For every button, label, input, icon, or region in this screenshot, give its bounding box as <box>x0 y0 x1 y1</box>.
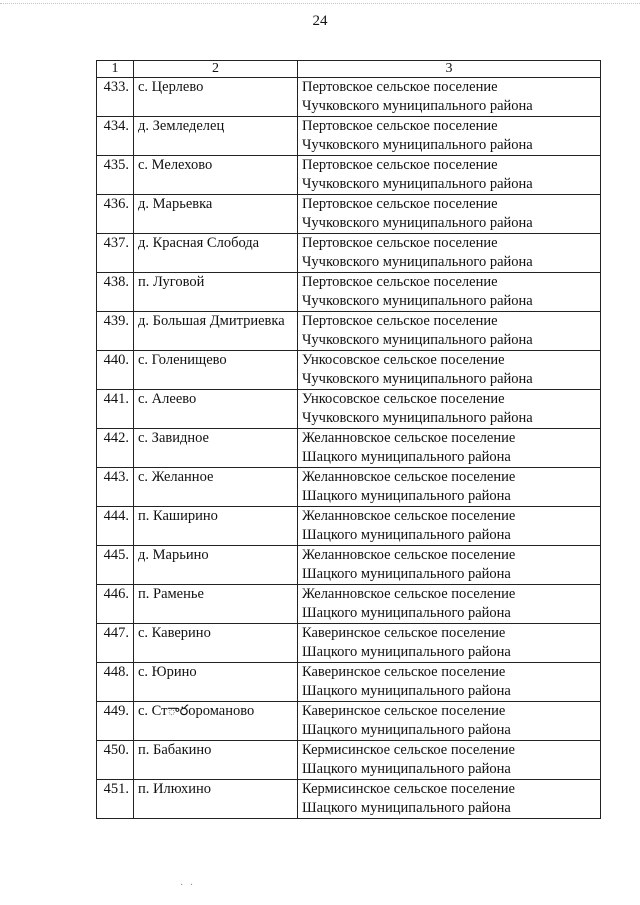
municipality-cell <box>298 195 601 234</box>
municipality-cell <box>298 156 601 195</box>
table-header-row <box>97 61 601 78</box>
rural-settlement-name: Пертовское сельское поселение <box>302 313 498 329</box>
settlement-name: д. Марьино <box>134 546 298 585</box>
row-number: 437. <box>97 234 134 273</box>
municipality-cell <box>298 663 601 702</box>
rural-settlement-name: Каверинское сельское поселение <box>302 625 506 641</box>
table-row <box>97 78 601 117</box>
table-row <box>97 663 601 702</box>
table-row <box>97 507 601 546</box>
rural-settlement-name: Пертовское сельское поселение <box>302 274 498 290</box>
table-row <box>97 585 601 624</box>
settlement-name: п. Раменье <box>134 585 298 624</box>
row-number: 438. <box>97 273 134 312</box>
rural-settlement-name: Желанновское сельское поселение <box>302 508 516 524</box>
row-number: 436. <box>97 195 134 234</box>
table-row <box>97 195 601 234</box>
row-number: 435. <box>97 156 134 195</box>
municipality-cell <box>298 429 601 468</box>
page-number: 24 <box>312 13 328 29</box>
row-number: 451. <box>97 780 134 819</box>
municipality-cell <box>298 741 601 780</box>
column-header-number: 1 <box>97 61 134 78</box>
row-number: 439. <box>97 312 134 351</box>
municipality-cell <box>298 78 601 117</box>
rural-settlement-name: Пертовское сельское поселение <box>302 79 498 95</box>
settlement-name: с. Церлево <box>134 78 298 117</box>
row-number: 444. <box>97 507 134 546</box>
settlement-name: с. Юрино <box>134 663 298 702</box>
municipal-district-name: Чучковского муниципального района <box>302 410 533 426</box>
row-number: 445. <box>97 546 134 585</box>
rural-settlement-name: Пертовское сельское поселение <box>302 235 498 251</box>
municipality-cell <box>298 117 601 156</box>
row-number: 447. <box>97 624 134 663</box>
table-row <box>97 624 601 663</box>
row-number: 433. <box>97 78 134 117</box>
municipality-cell <box>298 780 601 819</box>
scan-edge-artifact <box>0 3 640 8</box>
settlement-name: д. Красная Слобода <box>134 234 298 273</box>
settlement-name: с. Завидное <box>134 429 298 468</box>
rural-settlement-name: Желанновское сельское поселение <box>302 586 516 602</box>
settlement-name: п. Каширино <box>134 507 298 546</box>
row-number: 434. <box>97 117 134 156</box>
table-row <box>97 468 601 507</box>
rural-settlement-name: Желанновское сельское поселение <box>302 430 516 446</box>
municipal-district-name: Шацкого муниципального района <box>302 605 511 621</box>
municipal-district-name: Шацкого муниципального района <box>302 566 511 582</box>
table-row <box>97 546 601 585</box>
rural-settlement-name: Кермисинское сельское поселение <box>302 742 515 758</box>
municipal-district-name: Шацкого муниципального района <box>302 722 511 738</box>
settlement-name: с. Стారороманово <box>134 702 298 741</box>
table-row <box>97 312 601 351</box>
table-row <box>97 741 601 780</box>
municipality-cell <box>298 351 601 390</box>
municipality-cell <box>298 390 601 429</box>
settlement-name: п. Бабакино <box>134 741 298 780</box>
rural-settlement-name: Желанновское сельское поселение <box>302 547 516 563</box>
settlement-name: с. Каверино <box>134 624 298 663</box>
municipality-cell <box>298 507 601 546</box>
table-row <box>97 273 601 312</box>
rural-settlement-name: Ункосовское сельское поселение <box>302 391 505 407</box>
municipality-cell <box>298 312 601 351</box>
settlement-name: с. Голенищево <box>134 351 298 390</box>
column-header-settlement: 2 <box>134 61 298 78</box>
row-number: 450. <box>97 741 134 780</box>
rural-settlement-name: Пертовское сельское поселение <box>302 157 498 173</box>
municipal-district-name: Шацкого муниципального района <box>302 800 511 816</box>
municipal-district-name: Шацкого муниципального района <box>302 644 511 660</box>
settlement-name: с. Алеево <box>134 390 298 429</box>
row-number: 446. <box>97 585 134 624</box>
municipal-district-name: Чучковского муниципального района <box>302 137 533 153</box>
settlements-table <box>96 60 601 819</box>
row-number: 449. <box>97 702 134 741</box>
municipal-district-name: Чучковского муниципального района <box>302 215 533 231</box>
settlement-name: п. Луговой <box>134 273 298 312</box>
municipal-district-name: Шацкого муниципального района <box>302 761 511 777</box>
table-row <box>97 156 601 195</box>
rural-settlement-name: Кермисинское сельское поселение <box>302 781 515 797</box>
table-row <box>97 780 601 819</box>
table-row <box>97 351 601 390</box>
settlement-name: д. Большая Дмитриевка <box>134 312 298 351</box>
municipal-district-name: Чучковского муниципального района <box>302 293 533 309</box>
table-row <box>97 117 601 156</box>
municipality-cell <box>298 624 601 663</box>
rural-settlement-name: Пертовское сельское поселение <box>302 196 498 212</box>
municipal-district-name: Чучковского муниципального района <box>302 176 533 192</box>
rural-settlement-name: Пертовское сельское поселение <box>302 118 498 134</box>
table-row <box>97 234 601 273</box>
municipal-district-name: Шацкого муниципального района <box>302 683 511 699</box>
rural-settlement-name: Ункосовское сельское поселение <box>302 352 505 368</box>
settlement-name: с. Мелехово <box>134 156 298 195</box>
municipal-district-name: Чучковского муниципального района <box>302 254 533 270</box>
row-number: 440. <box>97 351 134 390</box>
municipal-district-name: Шацкого муниципального района <box>302 449 511 465</box>
municipal-district-name: Чучковского муниципального района <box>302 98 533 114</box>
rural-settlement-name: Каверинское сельское поселение <box>302 703 506 719</box>
row-number: 443. <box>97 468 134 507</box>
row-number: 448. <box>97 663 134 702</box>
table-row <box>97 390 601 429</box>
settlement-name: д. Марьевка <box>134 195 298 234</box>
municipality-cell <box>298 234 601 273</box>
rural-settlement-name: Желанновское сельское поселение <box>302 469 516 485</box>
municipal-district-name: Чучковского муниципального района <box>302 371 533 387</box>
municipality-cell <box>298 702 601 741</box>
municipality-cell <box>298 273 601 312</box>
table-row <box>97 429 601 468</box>
municipal-district-name: Шацкого муниципального района <box>302 488 511 504</box>
municipality-cell <box>298 546 601 585</box>
row-number: 441. <box>97 390 134 429</box>
settlement-name: с. Желанное <box>134 468 298 507</box>
row-number: 442. <box>97 429 134 468</box>
municipal-district-name: Чучковского муниципального района <box>302 332 533 348</box>
table-row <box>97 702 601 741</box>
municipal-district-name: Шацкого муниципального района <box>302 527 511 543</box>
scan-speck-artifact: · · <box>180 880 196 891</box>
settlement-name: п. Илюхино <box>134 780 298 819</box>
table-body <box>97 78 601 819</box>
rural-settlement-name: Каверинское сельское поселение <box>302 664 506 680</box>
municipality-cell <box>298 585 601 624</box>
municipality-cell <box>298 468 601 507</box>
column-header-municipality: 3 <box>298 61 601 78</box>
settlement-name: д. Земледелец <box>134 117 298 156</box>
